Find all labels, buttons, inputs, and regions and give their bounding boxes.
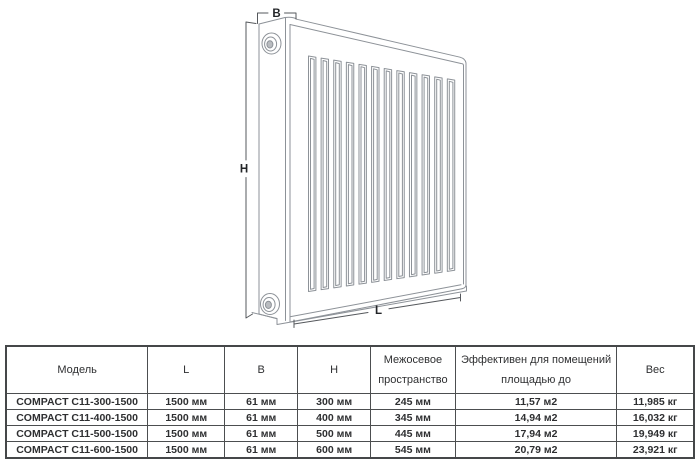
cell-weight: 16,032 кг — [617, 410, 694, 426]
cell-model: COMPACT C11-500-1500 — [6, 426, 148, 442]
header-model: Модель — [6, 346, 148, 394]
cell-depth: 61 мм — [225, 426, 298, 442]
header-depth: B — [225, 346, 298, 394]
cell-height: 500 мм — [298, 426, 371, 442]
table-header-row — [6, 346, 694, 394]
cell-effective-area: 14,94 м2 — [455, 410, 617, 426]
cell-effective-area: 17,94 м2 — [455, 426, 617, 442]
cell-height: 600 мм — [298, 442, 371, 459]
cell-weight: 19,949 кг — [617, 426, 694, 442]
spec-table — [5, 345, 695, 459]
cell-axial-spacing: 545 мм — [371, 442, 456, 459]
header-weight: Вес — [617, 346, 694, 394]
cell-height: 300 мм — [298, 394, 371, 410]
radiator-right-edge — [462, 63, 466, 289]
dimension-label-depth: B — [272, 8, 281, 20]
table-row — [6, 442, 694, 459]
cell-depth: 61 мм — [225, 410, 298, 426]
cell-length: 1500 мм — [148, 410, 225, 426]
cell-effective-area: 11,57 м2 — [455, 394, 617, 410]
cell-height: 400 мм — [298, 410, 371, 426]
dimension-label-length: L — [374, 305, 383, 317]
table-row — [6, 394, 694, 410]
cell-axial-spacing: 245 мм — [371, 394, 456, 410]
radiator-front-corner — [286, 18, 291, 322]
radiator-grooves — [309, 56, 455, 292]
top-valve-plug-icon — [262, 33, 281, 54]
header-length: L — [148, 346, 225, 394]
cell-weight: 23,921 кг — [617, 442, 694, 459]
dimension-label-height: H — [239, 163, 249, 176]
cell-depth: 61 мм — [225, 394, 298, 410]
bottom-valve-plug-icon — [261, 294, 280, 315]
radiator-top-edge — [285, 17, 466, 65]
cell-weight: 11,985 кг — [617, 394, 694, 410]
header-height: H — [298, 346, 371, 394]
cell-length: 1500 мм — [148, 442, 225, 459]
header-effective-area: Эффективен для помещений площадью до — [455, 346, 617, 394]
table-row — [6, 426, 694, 442]
header-axial-spacing: Межосевое пространство — [371, 346, 456, 394]
cell-model: COMPACT C11-300-1500 — [6, 394, 148, 410]
cell-axial-spacing: 445 мм — [371, 426, 456, 442]
cell-effective-area: 20,79 м2 — [455, 442, 617, 459]
radiator-bottom-skirt — [252, 286, 467, 325]
cell-model: COMPACT C11-600-1500 — [6, 442, 148, 459]
cell-depth: 61 мм — [225, 442, 298, 459]
cell-axial-spacing: 345 мм — [371, 410, 456, 426]
cell-length: 1500 мм — [148, 394, 225, 410]
cell-model: COMPACT C11-400-1500 — [6, 410, 148, 426]
cell-length: 1500 мм — [148, 426, 225, 442]
radiator-side-panel — [259, 18, 285, 319]
table-row — [6, 410, 694, 426]
